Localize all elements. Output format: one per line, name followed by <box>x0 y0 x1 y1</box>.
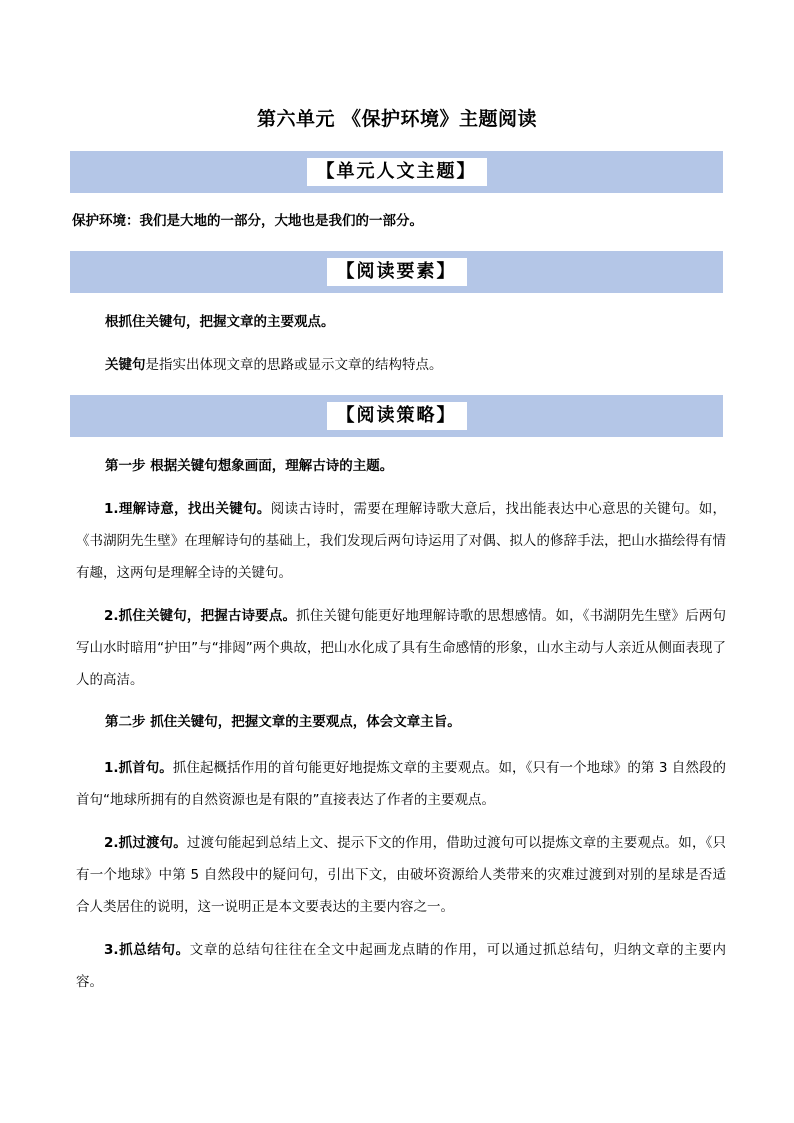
section-band-strategy <box>70 395 723 437</box>
section-header-theme: 【单元人文主题】 <box>307 158 487 186</box>
definition-term: 关键句 <box>105 357 146 373</box>
page-title: 第六单元 《保护环境》主题阅读 <box>256 108 538 130</box>
theme-text: 保护环境：我们是大地的一部分，大地也是我们的一部分。 <box>72 213 423 229</box>
step-one-heading: 第一步 根据关键句想象画面，理解古诗的主题。 <box>105 458 394 474</box>
section-band-reading-elements <box>70 251 723 293</box>
paragraph-3-body: 抓住起概括作用的首句能更好地提炼文章的主要观点。如，《只有一个地球》的第 3 自然段的首句“地球所拥有的自然资源也是有限的”直接表达了作者的主要观点。 <box>76 760 726 808</box>
paragraph-5-body: 文章的总结句往往在全文中起画龙点睛的作用，可以通过抓总结句，归纳文章的主要内容。 <box>76 942 727 990</box>
step-two-heading: 第二步 抓住关键句，把握文章的主要观点，体会文章主旨。 <box>105 714 461 730</box>
paragraph-2-body: 抓住关键句能更好地理解诗歌的思想感情。如，《书湖阴先生壁》后两句写山水时暗用“护田”与“排闼”两个典故，把山水化成了具有生命感情的形象，山水主动与人亲近从侧面表现了人的高洁。 <box>76 608 727 688</box>
strategy-paragraph-1 <box>76 493 726 589</box>
reading-element-point: 根抓住关键句，把握文章的主要观点。 <box>105 314 335 330</box>
section-header-reading-elements: 【阅读要素】 <box>327 258 467 286</box>
paragraph-1-body: 阅读古诗时，需要在理解诗歌大意后，找出能表达中心意思的关键句。如，《书湖阴先生壁》在理解诗句的基础上，我们发现后两句诗运用了对偶、拟人的修辞手法，把山水描绘得有情有趣，这两句是理解全诗的关键句。 <box>76 501 726 581</box>
section-band-theme <box>70 151 723 193</box>
paragraph-5-title: 3.抓总结句。 <box>104 942 190 958</box>
paragraph-1-title: 1.理解诗意，找出关键句。 <box>104 501 271 517</box>
paragraph-4-body: 过渡句能起到总结上文、提示下文的作用，借助过渡句可以提炼文章的主要观点。如，《只有一个地球》中第 5 自然段中的疑问句，引出下文，由破坏资源给人类带来的灾难过渡到对别的星球是否适合人类居住的说明，这一说明正是本文要表达的主要内容之一。 <box>76 835 726 915</box>
strategy-paragraph-2 <box>76 600 726 696</box>
key-sentence-definition <box>105 355 443 375</box>
definition-body: 是指实出体现文章的思路或显示文章的结构特点。 <box>145 357 443 373</box>
paragraph-4-title: 2.抓过渡句。 <box>104 835 187 851</box>
strategy-paragraph-4 <box>76 827 726 923</box>
paragraph-3-title: 1.抓首句。 <box>104 760 173 776</box>
strategy-paragraph-5 <box>76 934 726 998</box>
paragraph-2-title: 2.抓住关键句，把握古诗要点。 <box>104 608 297 624</box>
strategy-paragraph-3 <box>76 752 726 816</box>
section-header-strategy: 【阅读策略】 <box>327 402 467 430</box>
